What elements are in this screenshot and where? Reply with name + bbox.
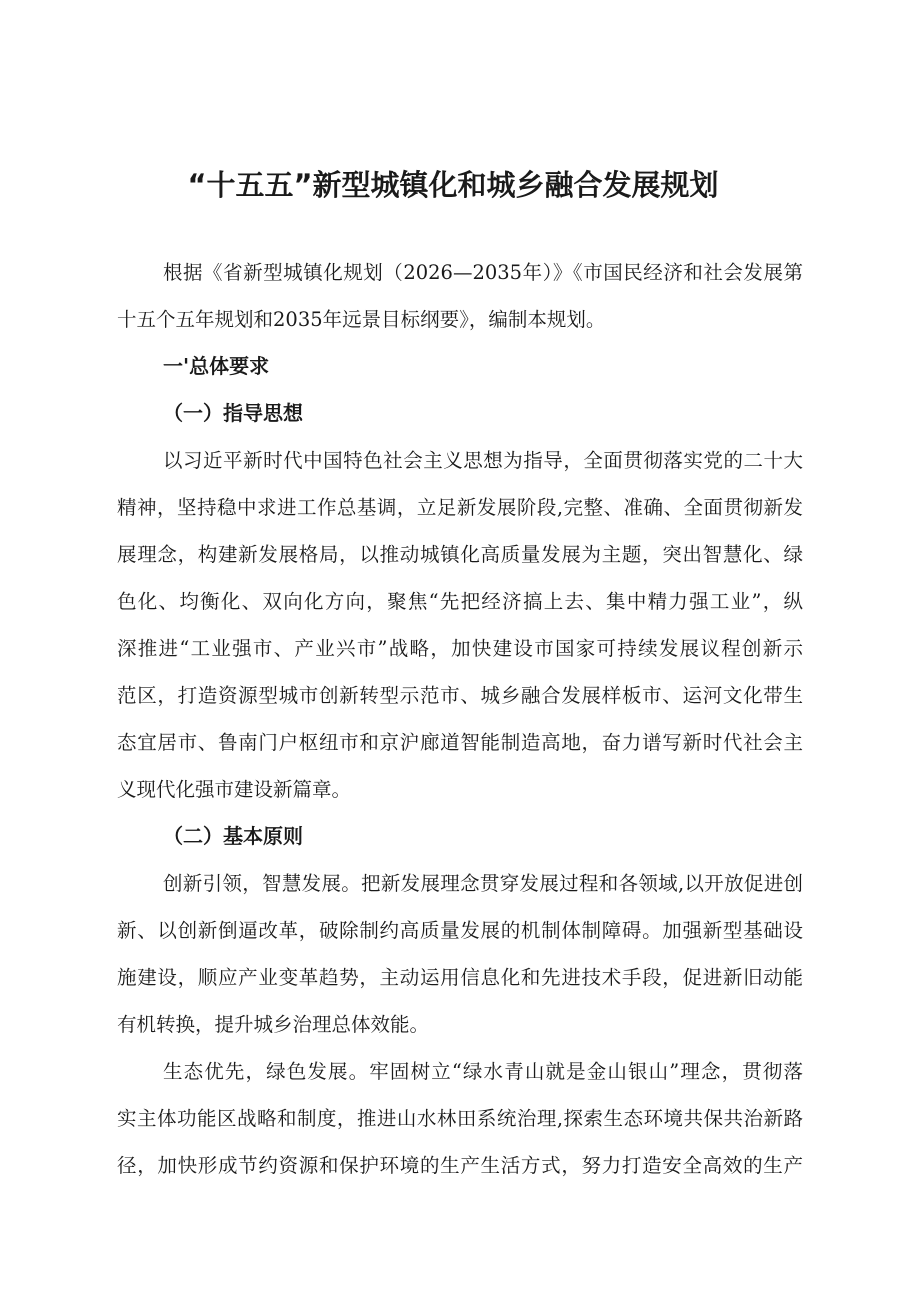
paragraph-line: 态宜居市、鲁南门户枢纽市和京沪廊道智能制造高地，奋力谱写新时代社会主 [117, 731, 803, 754]
principle-paragraph-innovation [117, 860, 803, 1048]
paragraph-line: 创新引领，智慧发展。把新发展理念贯穿发展过程和各领域,以开放促进创 [163, 872, 803, 895]
paragraph-line: 义现代化强市建设新篇章。 [117, 778, 352, 801]
paragraph-line: 新、以创新倒逼改革，破除制约高质量发展的机制体制障碍。加强新型基础设 [117, 919, 803, 942]
document-body [117, 249, 803, 1189]
paragraph-line: 根据《省新型城镇化规划（2026—2035年）》《市国民经济和社会发展第 [163, 261, 803, 284]
intro-paragraph [117, 249, 803, 343]
paragraph-line: 生态优先，绿色发展。牢固树立“绿水青山就是金山银山”理念，贯彻落 [163, 1060, 803, 1083]
paragraph-line: 展理念，构建新发展格局，以推动城镇化高质量发展为主题，突出智慧化、绿 [117, 543, 803, 566]
paragraph-line: 深推进“工业强市、产业兴市”战略，加快建设市国家可持续发展议程创新示 [117, 637, 803, 660]
paragraph-line: 精神，坚持稳中求进工作总基调，立足新发展阶段,完整、准确、全面贯彻新发 [117, 496, 803, 519]
guiding-ideology-paragraph [117, 437, 803, 813]
subsection-heading-guiding-ideology: （一）指导思想 [163, 401, 303, 425]
document-title: “十五五”新型城镇化和城乡融合发展规划 [187, 168, 719, 202]
paragraph-line: 施建设，顺应产业变革趋势，主动运用信息化和先进技术手段，促进新旧动能 [117, 966, 803, 989]
paragraph-line: 范区，打造资源型城市创新转型示范市、城乡融合发展样板市、运河文化带生 [117, 684, 803, 707]
paragraph-line: 色化、均衡化、双向化方向，聚焦“先把经济搞上去、集中精力强工业”，纵 [117, 590, 803, 613]
paragraph-line: 径，加快形成节约资源和保护环境的生产生活方式，努力打造安全高效的生产 [117, 1154, 803, 1177]
paragraph-line: 以习近平新时代中国特色社会主义思想为指导，全面贯彻落实党的二十大 [163, 449, 803, 472]
principle-paragraph-ecology [117, 1048, 803, 1189]
subsection-heading-basic-principles: （二）基本原则 [163, 824, 303, 848]
paragraph-line: 实主体功能区战略和制度，推进山水林田系统治理,探索生态环境共保共治新路 [117, 1107, 803, 1130]
section-heading: 一'总体要求 [163, 354, 270, 378]
paragraph-line: 有机转换，提升城乡治理总体效能。 [117, 1013, 430, 1036]
paragraph-line: 十五个五年规划和2035年远景目标纲要》，编制本规划。 [117, 308, 606, 331]
